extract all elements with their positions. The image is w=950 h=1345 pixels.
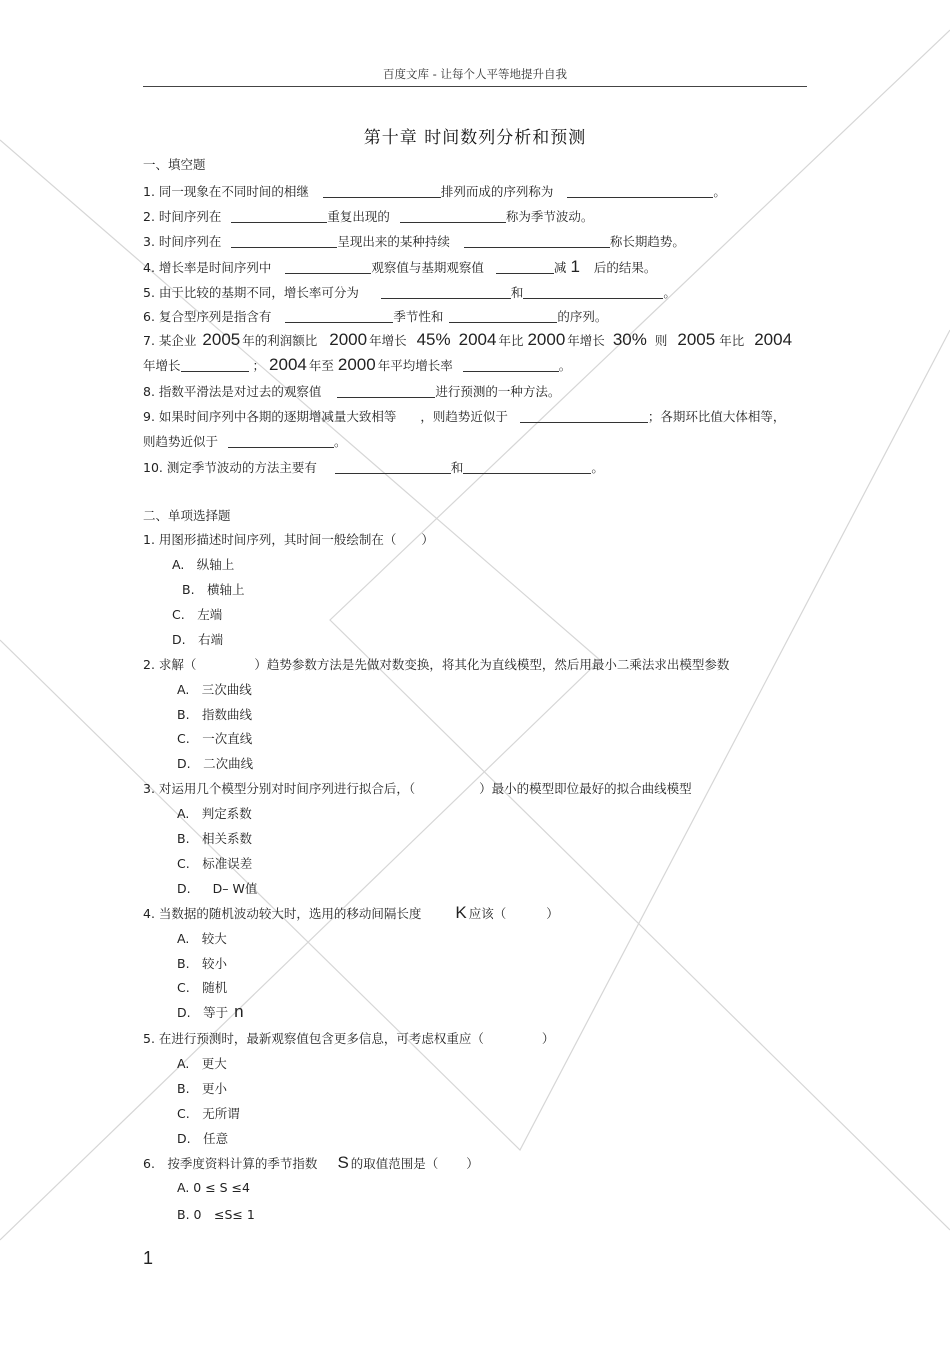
- fill-q7-text-d: 年比: [498, 333, 524, 348]
- choice-q4-option-a[interactable]: A. 较大: [177, 931, 227, 946]
- fill-q6-blank-1[interactable]: [285, 309, 393, 323]
- fill-q7-year-2000: 2000: [329, 330, 368, 349]
- choice-q1-option-b[interactable]: B. 横轴上: [182, 582, 245, 597]
- choice-q5-stem: [143, 1029, 554, 1047]
- fill-q4: [143, 257, 656, 277]
- fill-q8-text-a: 8. 指数平滑法是对过去的观察值: [143, 384, 322, 399]
- fill-q5-text-c: 。: [663, 285, 676, 300]
- fill-q7-year-2005: 2005: [202, 330, 241, 349]
- choice-q4-text-b: 应该（: [468, 906, 507, 921]
- choice-q5-text-b: ）: [541, 1031, 555, 1046]
- choice-q4-n-symbol: n: [234, 1002, 244, 1021]
- fill-q3-blank-1[interactable]: [231, 234, 337, 248]
- fill-q9-text-e: 。: [334, 434, 347, 449]
- choice-q2-option-c[interactable]: C. 一次直线: [177, 731, 253, 746]
- fill-q2-text-b: 重复出现的: [327, 209, 390, 224]
- fill-q7-blank-1[interactable]: [181, 358, 249, 372]
- fill-q6: [143, 307, 607, 325]
- fill-q10-blank-1[interactable]: [335, 460, 451, 474]
- choice-q2-option-d[interactable]: D. 二次曲线: [177, 756, 254, 771]
- fill-q1-text-b: 排列而成的序列称为: [440, 184, 554, 199]
- fill-q8-text-b: 进行预测的一种方法。: [435, 384, 561, 399]
- choice-q5-option-c[interactable]: C. 无所谓: [177, 1106, 240, 1121]
- header-rule: [143, 86, 807, 87]
- fill-q1: [143, 182, 726, 200]
- choice-q6-s-symbol: S: [337, 1153, 349, 1172]
- fill-q5: [143, 283, 676, 301]
- fill-q3-text-c: 称长期趋势。: [609, 234, 685, 249]
- choice-q5-option-d[interactable]: D. 任意: [177, 1131, 229, 1146]
- fill-q7-year-2000c: 2000: [337, 355, 376, 374]
- choice-q4-k-symbol: K: [455, 903, 467, 922]
- choice-q2-text-b: ）趋势参数方法是先做对数变换，将其化为直线模型，然后用最小二乘法求出模型参数: [254, 657, 730, 672]
- fill-q3-blank-2[interactable]: [464, 234, 610, 248]
- fill-q5-blank-2[interactable]: [523, 285, 663, 299]
- fill-q9-text-d: 则趋势近似于: [143, 434, 219, 449]
- choice-q4-option-d-text: D. 等于: [177, 1005, 229, 1020]
- chapter-title: 第十章 时间数列分析和预测: [363, 128, 587, 148]
- choice-q3-text-a: 3. 对运用几个模型分别对时间序列进行拟合后，（: [143, 781, 416, 796]
- fill-q5-text-a: 5. 由于比较的基期不同，增长率可分为: [143, 285, 359, 300]
- fill-q7-text-c: 年增长: [369, 333, 407, 348]
- choice-q6-text-a: 6. 按季度资料计算的季节指数: [143, 1156, 318, 1171]
- fill-q5-blank-1[interactable]: [381, 285, 511, 299]
- fill-q7-line2: [143, 355, 571, 375]
- fill-q2-text-a: 2. 时间序列在: [143, 209, 222, 224]
- fill-heading: 一、填空题: [143, 157, 206, 172]
- fill-q9-line2: [143, 432, 347, 450]
- fill-q7-year-2000b: 2000: [527, 330, 566, 349]
- choice-q2-stem: [143, 655, 729, 673]
- fill-q4-text-a: 4. 增长率是时间序列中: [143, 260, 272, 275]
- page-number: 1: [143, 1248, 154, 1268]
- fill-q7-text-e: 年增长: [567, 333, 605, 348]
- choice-q4-option-b[interactable]: B. 较小: [177, 956, 228, 971]
- fill-q4-text-c: 减: [553, 260, 567, 275]
- choice-q3-option-a[interactable]: A. 判定系数: [177, 806, 252, 821]
- fill-q7-percent-30: 30%: [612, 330, 647, 349]
- fill-q2-blank-2[interactable]: [400, 209, 506, 223]
- choice-q3-option-d-text: D– W值: [212, 881, 258, 896]
- fill-q2-text-c: 称为季节波动。: [505, 209, 594, 224]
- choice-q6-text-c: ）: [466, 1156, 479, 1171]
- fill-q4-text-e: 后的结果。: [593, 260, 657, 275]
- choice-q4-text-a: 4. 当数据的随机波动较大时，选用的移动间隔长度: [143, 906, 422, 921]
- fill-q7-text-h: 年增长: [143, 358, 181, 373]
- fill-q6-blank-2[interactable]: [449, 309, 557, 323]
- choice-heading: 二、单项选择题: [143, 508, 231, 523]
- fill-q7-blank-2[interactable]: [463, 358, 559, 372]
- choice-q3-text-b: ）最小的模型即位最好的拟合曲线模型: [479, 781, 692, 796]
- choice-q3-stem: [143, 779, 692, 797]
- choice-q6-stem: [143, 1153, 479, 1173]
- choice-q4-stem: [143, 903, 559, 923]
- fill-q8-blank-1[interactable]: [337, 384, 435, 398]
- fill-q7-year-2004c: 2004: [269, 355, 307, 374]
- fill-q1-text-a: 1. 同一现象在不同时间的相继: [143, 184, 309, 199]
- choice-q2-option-b[interactable]: B. 指数曲线: [177, 707, 253, 722]
- choice-q3-option-c[interactable]: C. 标准误差: [177, 856, 253, 871]
- choice-q2-option-a[interactable]: A. 三次曲线: [177, 682, 252, 697]
- choice-q1-option-d[interactable]: D. 右端: [172, 632, 224, 647]
- fill-q7-year-2005b: 2005: [677, 330, 716, 349]
- choice-q3-option-d-letter: D.: [177, 881, 191, 896]
- fill-q5-text-b: 和: [510, 285, 524, 300]
- fill-q6-text-c: 的序列。: [557, 309, 608, 324]
- choice-q1-option-a[interactable]: A. 纵轴上: [172, 557, 235, 572]
- fill-q3-text-b: 呈现出来的某种持续: [337, 234, 450, 249]
- choice-q5-text-a: 5. 在进行预测时，最新观察值包含更多信息，可考虑权重应（: [143, 1031, 484, 1046]
- fill-q4-blank-1[interactable]: [285, 260, 371, 274]
- fill-q7-year-2004: 2004: [458, 330, 497, 349]
- fill-q7-text-l: 。: [558, 358, 572, 373]
- fill-q9-text-c: ；各期环比值大体相等，: [647, 409, 786, 424]
- fill-q4-number: 1: [570, 257, 580, 276]
- fill-q1-blank-2[interactable]: [567, 184, 713, 198]
- choice-q5-option-a[interactable]: A. 更大: [177, 1056, 227, 1071]
- fill-q10: [143, 458, 604, 476]
- fill-q3-text-a: 3. 时间序列在: [143, 234, 222, 249]
- fill-q9-line1: [143, 407, 785, 425]
- fill-q3: [143, 232, 685, 250]
- choice-q6-option-b[interactable]: B. 0 ≤S≤ 1: [177, 1207, 255, 1222]
- fill-q2: [143, 207, 593, 225]
- fill-q7-text-i: ；: [252, 358, 266, 373]
- fill-q7-line1: [143, 330, 792, 350]
- fill-q7-text-a: 7. 某企业: [143, 333, 197, 348]
- fill-q10-text-a: 10. 测定季节波动的方法主要有: [143, 460, 317, 475]
- fill-q7-text-g: 年比: [719, 333, 745, 348]
- fill-q6-text-b: 季节性和: [393, 309, 444, 324]
- fill-q4-blank-2[interactable]: [496, 260, 554, 274]
- choice-q5-option-b[interactable]: B. 更小: [177, 1081, 228, 1096]
- fill-q9-blank-2[interactable]: [228, 434, 334, 448]
- choice-q4-option-d[interactable]: [177, 1002, 244, 1022]
- fill-q7-text-j: 年至: [308, 358, 334, 373]
- fill-q8: [143, 382, 560, 400]
- fill-q10-blank-2[interactable]: [463, 460, 591, 474]
- choice-q1-option-c[interactable]: C. 左端: [172, 607, 223, 622]
- fill-q7-text-b: 年的利润额比: [242, 333, 318, 348]
- choice-q6-text-b: 的取值范围是（: [350, 1156, 439, 1171]
- page-header: 百度文库 - 让每个人平等地提升自我: [383, 67, 567, 81]
- choice-q1-stem: 1. 用图形描述时间序列，其时间一般绘制在（ ）: [143, 532, 434, 547]
- choice-q3-option-b[interactable]: B. 相关系数: [177, 831, 253, 846]
- fill-q2-blank-1[interactable]: [231, 209, 327, 223]
- fill-q7-text-f: 则: [654, 333, 668, 348]
- fill-q9-text-a: 9. 如果时间序列中各期的逐期增减量大致相等: [143, 409, 397, 424]
- fill-q7-text-k: 年平均增长率: [377, 358, 453, 373]
- fill-q6-text-a: 6. 复合型序列是指含有: [143, 309, 272, 324]
- choice-q3-option-d[interactable]: [177, 879, 257, 897]
- fill-q9-blank-1[interactable]: [520, 409, 648, 423]
- choice-q6-option-a[interactable]: A. 0 ≤ S ≤4: [177, 1180, 250, 1195]
- fill-q1-blank-1[interactable]: [323, 184, 441, 198]
- fill-q1-text-c: 。: [713, 184, 726, 199]
- fill-q10-text-c: 。: [591, 460, 604, 475]
- choice-q4-text-c: ）: [546, 906, 559, 921]
- fill-q7-percent-45: 45%: [416, 330, 451, 349]
- fill-q10-text-b: 和: [450, 460, 464, 475]
- fill-q9-text-b: ，则趋势近似于: [420, 409, 508, 424]
- fill-q4-text-b: 观察值与基期观察值: [371, 260, 484, 275]
- fill-q7-year-2004b: 2004: [754, 330, 793, 349]
- choice-q4-option-c[interactable]: C. 随机: [177, 980, 228, 995]
- choice-q2-text-a: 2. 求解（: [143, 657, 197, 672]
